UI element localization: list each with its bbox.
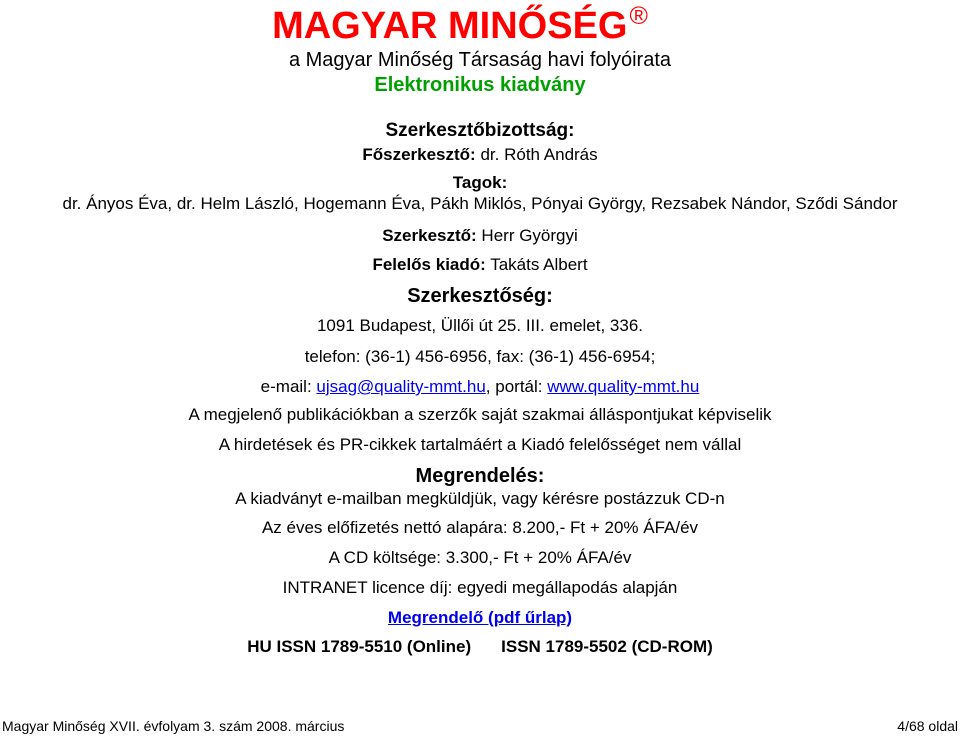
chief-editor-line	[0, 145, 960, 165]
publisher-line	[0, 255, 960, 275]
publisher-label: Felelős kiadó:	[372, 255, 486, 274]
editor-line	[0, 226, 960, 246]
chief-editor-label: Főszerkesztő:	[362, 145, 476, 164]
issn-line	[0, 637, 960, 657]
office-heading: Szerkesztőség:	[407, 285, 553, 307]
edition-label: Elektronikus kiadvány	[374, 74, 586, 96]
office-address: 1091 Budapest, Üllői út 25. III. emelet, 336.	[316, 316, 644, 335]
portal-label: , portál:	[485, 377, 548, 396]
ordering-delivery: A kiadványt e-mailban megküldjük, vagy kérésre postázzuk CD-n	[235, 489, 725, 508]
ordering-annual-price: Az éves előfizetés nettó alapára: 8.200,- Ft + 20% ÁFA/év	[261, 518, 699, 537]
chief-editor-name: dr. Róth András	[475, 145, 598, 164]
issn-online: HU ISSN 1789-5510 (Online)	[247, 637, 472, 656]
editorial-board-heading: Szerkesztőbizottság:	[385, 120, 575, 141]
registered-mark: ®	[629, 2, 648, 30]
footer-page-number: 4/68 oldal	[897, 718, 958, 734]
editor-label: Szerkesztő:	[382, 226, 477, 245]
title-text: MAGYAR MINŐSÉG	[272, 5, 628, 47]
ordering-cd-price: A CD költsége: 3.300,- Ft + 20% ÁFA/év	[328, 548, 632, 567]
email-link[interactable]: ujsag@quality-mmt.hu	[316, 377, 486, 396]
portal-link[interactable]: www.quality-mmt.hu	[547, 377, 700, 396]
disclaimer-ads: A hirdetések és PR-cikkek tartalmáért a Kiadó felelősséget nem vállal	[218, 435, 742, 454]
ordering-heading: Megrendelés:	[415, 465, 545, 487]
footer-issue-info: Magyar Minőség XVII. évfolyam 3. szám 2008. március	[2, 718, 345, 734]
members-list: dr. Ányos Éva, dr. Helm László, Hogemann Éva, Pákh Miklós, Pónyai György, Rezsabek Nándor, Sződi Sándor	[62, 194, 898, 213]
issn-cdrom: ISSN 1789-5502 (CD-ROM)	[501, 637, 713, 656]
editor-name: Herr Györgyi	[476, 226, 578, 245]
office-phone: telefon: (36-1) 456-6956, fax: (36-1) 456-6954;	[304, 347, 656, 366]
members-label: Tagok:	[452, 173, 508, 192]
disclaimer-authors: A megjelenő publikációkban a szerzők saját szakmai álláspontjukat képviselik	[188, 405, 772, 424]
publisher-name: Takáts Albert	[485, 255, 588, 274]
order-form-line	[0, 608, 960, 628]
email-label: e-mail:	[260, 377, 317, 396]
magazine-title	[0, 2, 940, 49]
magazine-subtitle: a Magyar Minőség Társaság havi folyóirata	[288, 49, 672, 71]
ordering-intranet-licence: INTRANET licence díj: egyedi megállapodás alapján	[282, 578, 678, 597]
contact-line	[0, 377, 960, 397]
order-form-link[interactable]: Megrendelő (pdf űrlap)	[387, 608, 573, 627]
